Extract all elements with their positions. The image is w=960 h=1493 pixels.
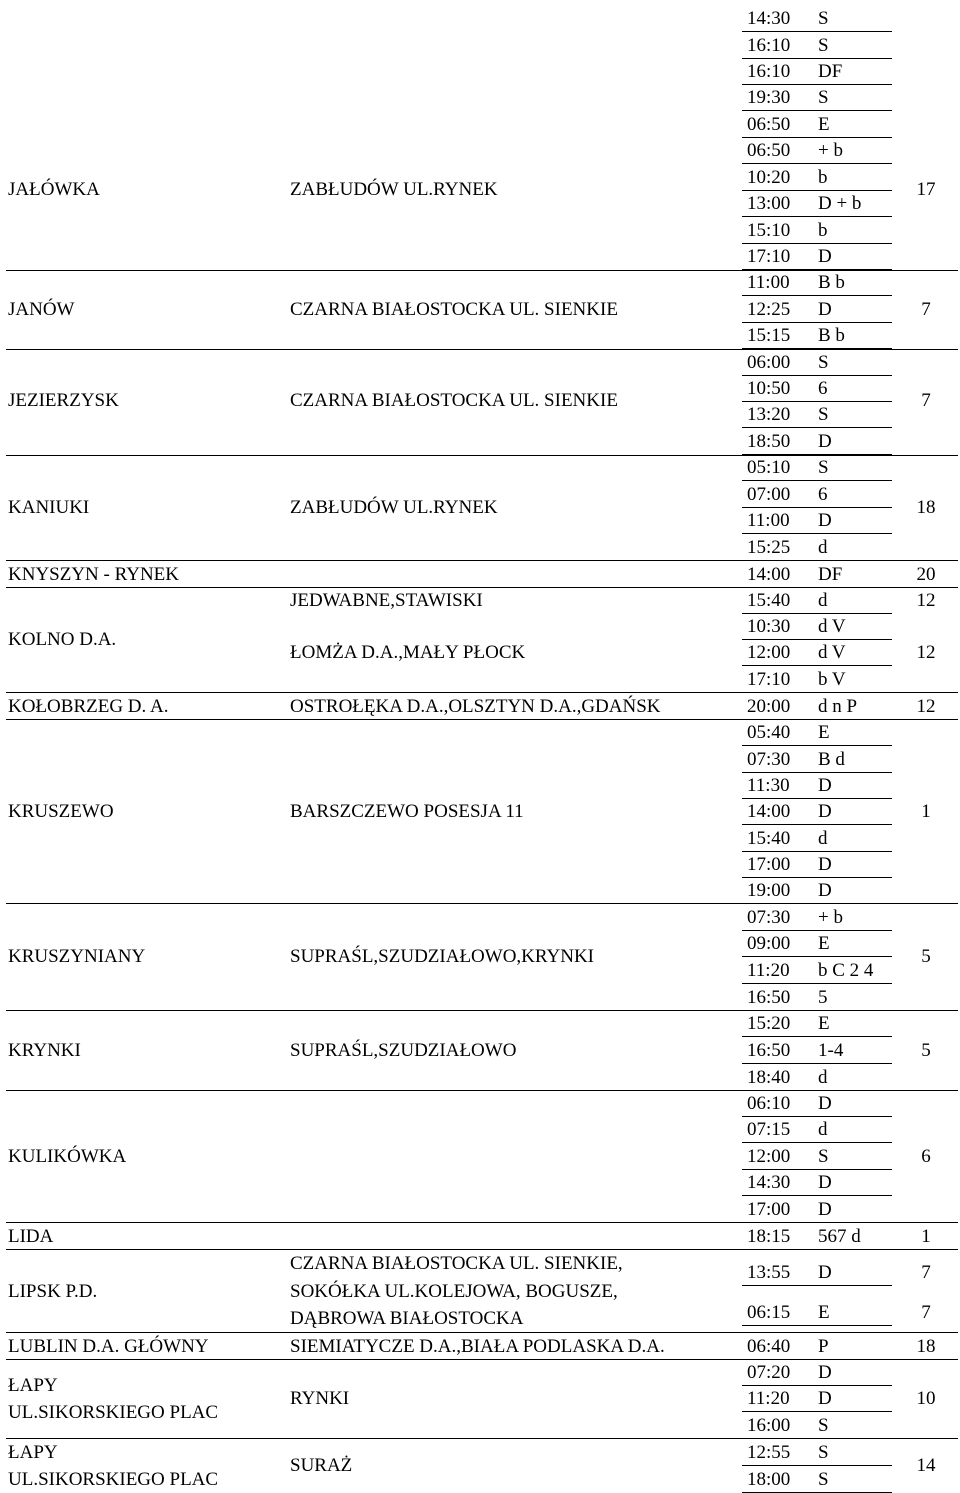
departure-flags: 6 [818, 484, 828, 505]
time-underline [742, 216, 892, 217]
destination-name: UL.SIKORSKIEGO PLAC [8, 1469, 219, 1490]
time-underline [742, 983, 892, 984]
route-via: RYNKI [290, 1388, 350, 1409]
time-underline [742, 639, 892, 640]
departure-flags: DF [818, 61, 843, 82]
departure-time: 14:00 [747, 564, 791, 585]
platform-number: 1 [921, 1226, 931, 1247]
time-underline [742, 375, 892, 376]
route-via: SUPRAŚL,SZUDZIAŁOWO [290, 1040, 517, 1061]
route-via: CZARNA BIAŁOSTOCKA UL. SIENKIE [290, 390, 618, 411]
destination-name: ŁAPY [8, 1375, 58, 1396]
destination-name: KRUSZYNIANY [8, 946, 146, 967]
departure-time: 06:10 [747, 1093, 791, 1114]
time-underline [742, 322, 892, 323]
departure-flags: d n P [818, 696, 858, 717]
time-underline [742, 1142, 892, 1143]
group-separator [6, 903, 958, 904]
time-underline [742, 480, 892, 481]
departure-time: 15:15 [747, 325, 791, 346]
departure-time: 05:10 [747, 457, 791, 478]
time-underline [742, 295, 892, 296]
group-separator [6, 349, 958, 350]
time-underline [742, 1036, 892, 1037]
time-underline [742, 1411, 892, 1412]
departure-flags: D [818, 1262, 832, 1283]
departure-flags: d [818, 537, 828, 558]
departure-flags: d [818, 828, 828, 849]
departure-time: 09:00 [747, 933, 791, 954]
departure-flags: E [818, 114, 830, 135]
time-underline [742, 1195, 892, 1196]
departure-time: 16:10 [747, 35, 791, 56]
departure-time: 16:50 [747, 987, 791, 1008]
time-underline [742, 163, 892, 164]
route-via: CZARNA BIAŁOSTOCKA UL. SIENKIE [290, 299, 618, 320]
platform-number: 10 [916, 1388, 936, 1409]
departure-flags: D + b [818, 193, 862, 214]
group-separator [6, 1010, 958, 1011]
departure-time: 13:55 [747, 1262, 791, 1283]
departure-flags: 1-4 [818, 1040, 844, 1061]
platform-number: 5 [921, 1040, 931, 1061]
route-via: SUPRAŚL,SZUDZIAŁOWO,KRYNKI [290, 946, 595, 967]
departure-flags: d V [818, 616, 846, 637]
group-separator [6, 1359, 958, 1360]
departure-time: 11:30 [747, 775, 790, 796]
destination-name: UL.SIKORSKIEGO PLAC [8, 1402, 219, 1423]
departure-time: 10:30 [747, 616, 791, 637]
time-underline [742, 930, 892, 931]
time-underline [742, 665, 892, 666]
time-underline [742, 31, 892, 32]
departure-flags: D [818, 1093, 832, 1114]
destination-name: KNYSZYN - RYNEK [8, 564, 179, 585]
departure-flags: 6 [818, 378, 828, 399]
departure-flags: DF [818, 564, 843, 585]
time-underline [742, 1465, 892, 1466]
departure-time: 11:20 [747, 960, 790, 981]
time-underline [742, 824, 892, 825]
route-via: JEDWABNE,STAWISKI [290, 590, 483, 611]
departure-time: 14:30 [747, 8, 791, 29]
time-underline [742, 401, 892, 402]
departure-time: 17:00 [747, 854, 791, 875]
group-separator [6, 560, 958, 561]
destination-name: KANIUKI [8, 497, 90, 518]
destination-name: KOLNO D.A. [8, 629, 117, 650]
platform-number: 7 [921, 299, 931, 320]
destination-name: KRYNKI [8, 1040, 81, 1061]
platform-number: 17 [916, 179, 936, 200]
departure-flags: D [818, 510, 832, 531]
departure-flags: S [818, 1442, 829, 1463]
time-underline [742, 613, 892, 614]
route-via: SURAŻ [290, 1455, 353, 1476]
departure-time: 17:00 [747, 1199, 791, 1220]
destination-name: LIPSK P.D. [8, 1281, 98, 1302]
time-underline [742, 533, 892, 534]
departure-flags: D [818, 801, 832, 822]
group-separator [6, 1249, 958, 1250]
destination-name: LIDA [8, 1226, 54, 1247]
group-separator [6, 1332, 958, 1333]
departure-time: 16:50 [747, 1040, 791, 1061]
departure-flags: S [818, 8, 829, 29]
departure-time: 10:20 [747, 167, 791, 188]
departure-time: 14:30 [747, 1172, 791, 1193]
departure-flags: b [818, 220, 828, 241]
destination-name: KULIKÓWKA [8, 1146, 127, 1167]
departure-flags: D [818, 1362, 832, 1383]
departure-time: 19:00 [747, 880, 791, 901]
departure-flags: D [818, 775, 832, 796]
group-separator [6, 692, 958, 693]
time-underline [742, 851, 892, 852]
platform-number: 12 [916, 590, 936, 611]
platform-number: 7 [921, 390, 931, 411]
departure-time: 18:00 [747, 1469, 791, 1490]
platform-number: 18 [916, 1336, 936, 1357]
time-underline [742, 243, 892, 244]
group-separator [6, 1222, 958, 1223]
departure-flags: d [818, 1119, 828, 1140]
departure-flags: B b [818, 325, 845, 346]
departure-flags: + b [818, 907, 843, 928]
departure-time: 06:50 [747, 140, 791, 161]
departure-time: 16:00 [747, 1415, 791, 1436]
group-separator [6, 587, 958, 588]
route-via: OSTROŁĘKA D.A.,OLSZTYN D.A.,GDAŃSK [290, 696, 661, 717]
time-underline [742, 1385, 892, 1386]
group-separator [6, 270, 958, 271]
departure-time: 07:30 [747, 907, 791, 928]
time-underline [742, 745, 892, 746]
departure-flags: B d [818, 749, 845, 770]
departure-flags: 567 d [818, 1226, 861, 1247]
departure-time: 17:10 [747, 246, 791, 267]
departure-flags: + b [818, 140, 843, 161]
group-separator [6, 1090, 958, 1091]
departure-time: 18:15 [747, 1226, 791, 1247]
time-underline [742, 798, 892, 799]
departure-time: 15:40 [747, 590, 791, 611]
departure-flags: d V [818, 642, 846, 663]
departure-flags: D [818, 1172, 832, 1193]
time-underline [742, 58, 892, 59]
departure-flags: E [818, 1013, 830, 1034]
departure-time: 13:00 [747, 193, 791, 214]
departure-time: 11:20 [747, 1388, 790, 1409]
departure-flags: b [818, 167, 828, 188]
departure-flags: S [818, 87, 829, 108]
route-via: SIEMIATYCZE D.A.,BIAŁA PODLASKA D.A. [290, 1336, 665, 1357]
time-underline [742, 1169, 892, 1170]
route-via: ZABŁUDÓW UL.RYNEK [290, 179, 498, 200]
time-underline [742, 1285, 892, 1286]
platform-number: 12 [916, 696, 936, 717]
time-underline [742, 877, 892, 878]
departure-time: 15:20 [747, 1013, 791, 1034]
departure-flags: E [818, 1302, 830, 1323]
time-underline [742, 1116, 892, 1117]
departure-time: 06:15 [747, 1302, 791, 1323]
destination-name: JANÓW [8, 299, 75, 320]
departure-flags: d [818, 590, 828, 611]
platform-number: 20 [916, 564, 936, 585]
departure-flags: S [818, 457, 829, 478]
destination-name: KRUSZEWO [8, 801, 114, 822]
departure-flags: D [818, 431, 832, 452]
departure-flags: S [818, 35, 829, 56]
route-via: SOKÓŁKA UL.KOLEJOWA, BOGUSZE, [290, 1281, 618, 1302]
group-separator [6, 455, 958, 456]
route-via: DĄBROWA BIAŁOSTOCKA [290, 1308, 524, 1329]
departure-flags: d [818, 1067, 828, 1088]
departure-time: 12:25 [747, 299, 791, 320]
departure-flags: S [818, 404, 829, 425]
departure-flags: D [818, 1199, 832, 1220]
time-underline [742, 427, 892, 428]
departure-flags: b V [818, 669, 846, 690]
departure-time: 07:00 [747, 484, 791, 505]
platform-number: 7 [921, 1262, 931, 1283]
departure-time: 11:00 [747, 272, 790, 293]
destination-name: JAŁÓWKA [8, 179, 100, 200]
departure-time: 10:50 [747, 378, 791, 399]
departure-flags: S [818, 1469, 829, 1490]
departure-flags: b C 2 4 [818, 960, 874, 981]
departure-time: 20:00 [747, 696, 791, 717]
route-via: BARSZCZEWO POSESJA 11 [290, 801, 524, 822]
time-underline [742, 1325, 892, 1326]
departure-time: 15:10 [747, 220, 791, 241]
time-underline [742, 190, 892, 191]
departure-time: 16:10 [747, 61, 791, 82]
departure-flags: D [818, 299, 832, 320]
departure-time: 18:50 [747, 431, 791, 452]
departure-time: 12:00 [747, 642, 791, 663]
destination-name: LUBLIN D.A. GŁÓWNY [8, 1336, 209, 1357]
time-underline [742, 956, 892, 957]
departure-flags: 5 [818, 987, 828, 1008]
time-underline [742, 110, 892, 111]
destination-name: KOŁOBRZEG D. A. [8, 696, 169, 717]
departure-time: 15:40 [747, 828, 791, 849]
time-underline [742, 137, 892, 138]
departure-flags: P [818, 1336, 829, 1357]
departure-time: 18:40 [747, 1067, 791, 1088]
group-separator [6, 1438, 958, 1439]
departure-time: 14:00 [747, 801, 791, 822]
platform-number: 18 [916, 497, 936, 518]
departure-time: 06:00 [747, 352, 791, 373]
departure-flags: E [818, 933, 830, 954]
departure-flags: S [818, 1415, 829, 1436]
time-underline [742, 772, 892, 773]
departure-flags: B b [818, 272, 845, 293]
route-via: ZABŁUDÓW UL.RYNEK [290, 497, 498, 518]
destination-name: ŁAPY [8, 1442, 58, 1463]
departure-flags: S [818, 1146, 829, 1167]
departure-time: 13:20 [747, 404, 791, 425]
departure-flags: S [818, 352, 829, 373]
departure-time: 11:00 [747, 510, 790, 531]
departure-time: 17:10 [747, 669, 791, 690]
group-separator [6, 719, 958, 720]
time-underline [742, 1063, 892, 1064]
platform-number: 5 [921, 946, 931, 967]
departure-flags: D [818, 1388, 832, 1409]
departure-time: 19:30 [747, 87, 791, 108]
departure-time: 12:00 [747, 1146, 791, 1167]
time-underline [742, 84, 892, 85]
departure-flags: D [818, 880, 832, 901]
departure-flags: D [818, 246, 832, 267]
route-via: ŁOMŻA D.A.,MAŁY PŁOCK [290, 642, 526, 663]
departure-time: 12:55 [747, 1442, 791, 1463]
departure-time: 06:50 [747, 114, 791, 135]
platform-number: 14 [916, 1455, 936, 1476]
platform-number: 1 [921, 801, 931, 822]
platform-number: 7 [921, 1302, 931, 1323]
departure-flags: E [818, 722, 830, 743]
time-underline [742, 507, 892, 508]
departure-time: 06:40 [747, 1336, 791, 1357]
platform-number: 12 [916, 642, 936, 663]
departure-time: 15:25 [747, 537, 791, 558]
departure-time: 05:40 [747, 722, 791, 743]
destination-name: JEZIERZYSK [8, 390, 119, 411]
route-via: CZARNA BIAŁOSTOCKA UL. SIENKIE, [290, 1253, 623, 1274]
platform-number: 6 [921, 1146, 931, 1167]
departure-time: 07:15 [747, 1119, 791, 1140]
departure-time: 07:20 [747, 1362, 791, 1383]
departure-flags: D [818, 854, 832, 875]
departure-time: 07:30 [747, 749, 791, 770]
